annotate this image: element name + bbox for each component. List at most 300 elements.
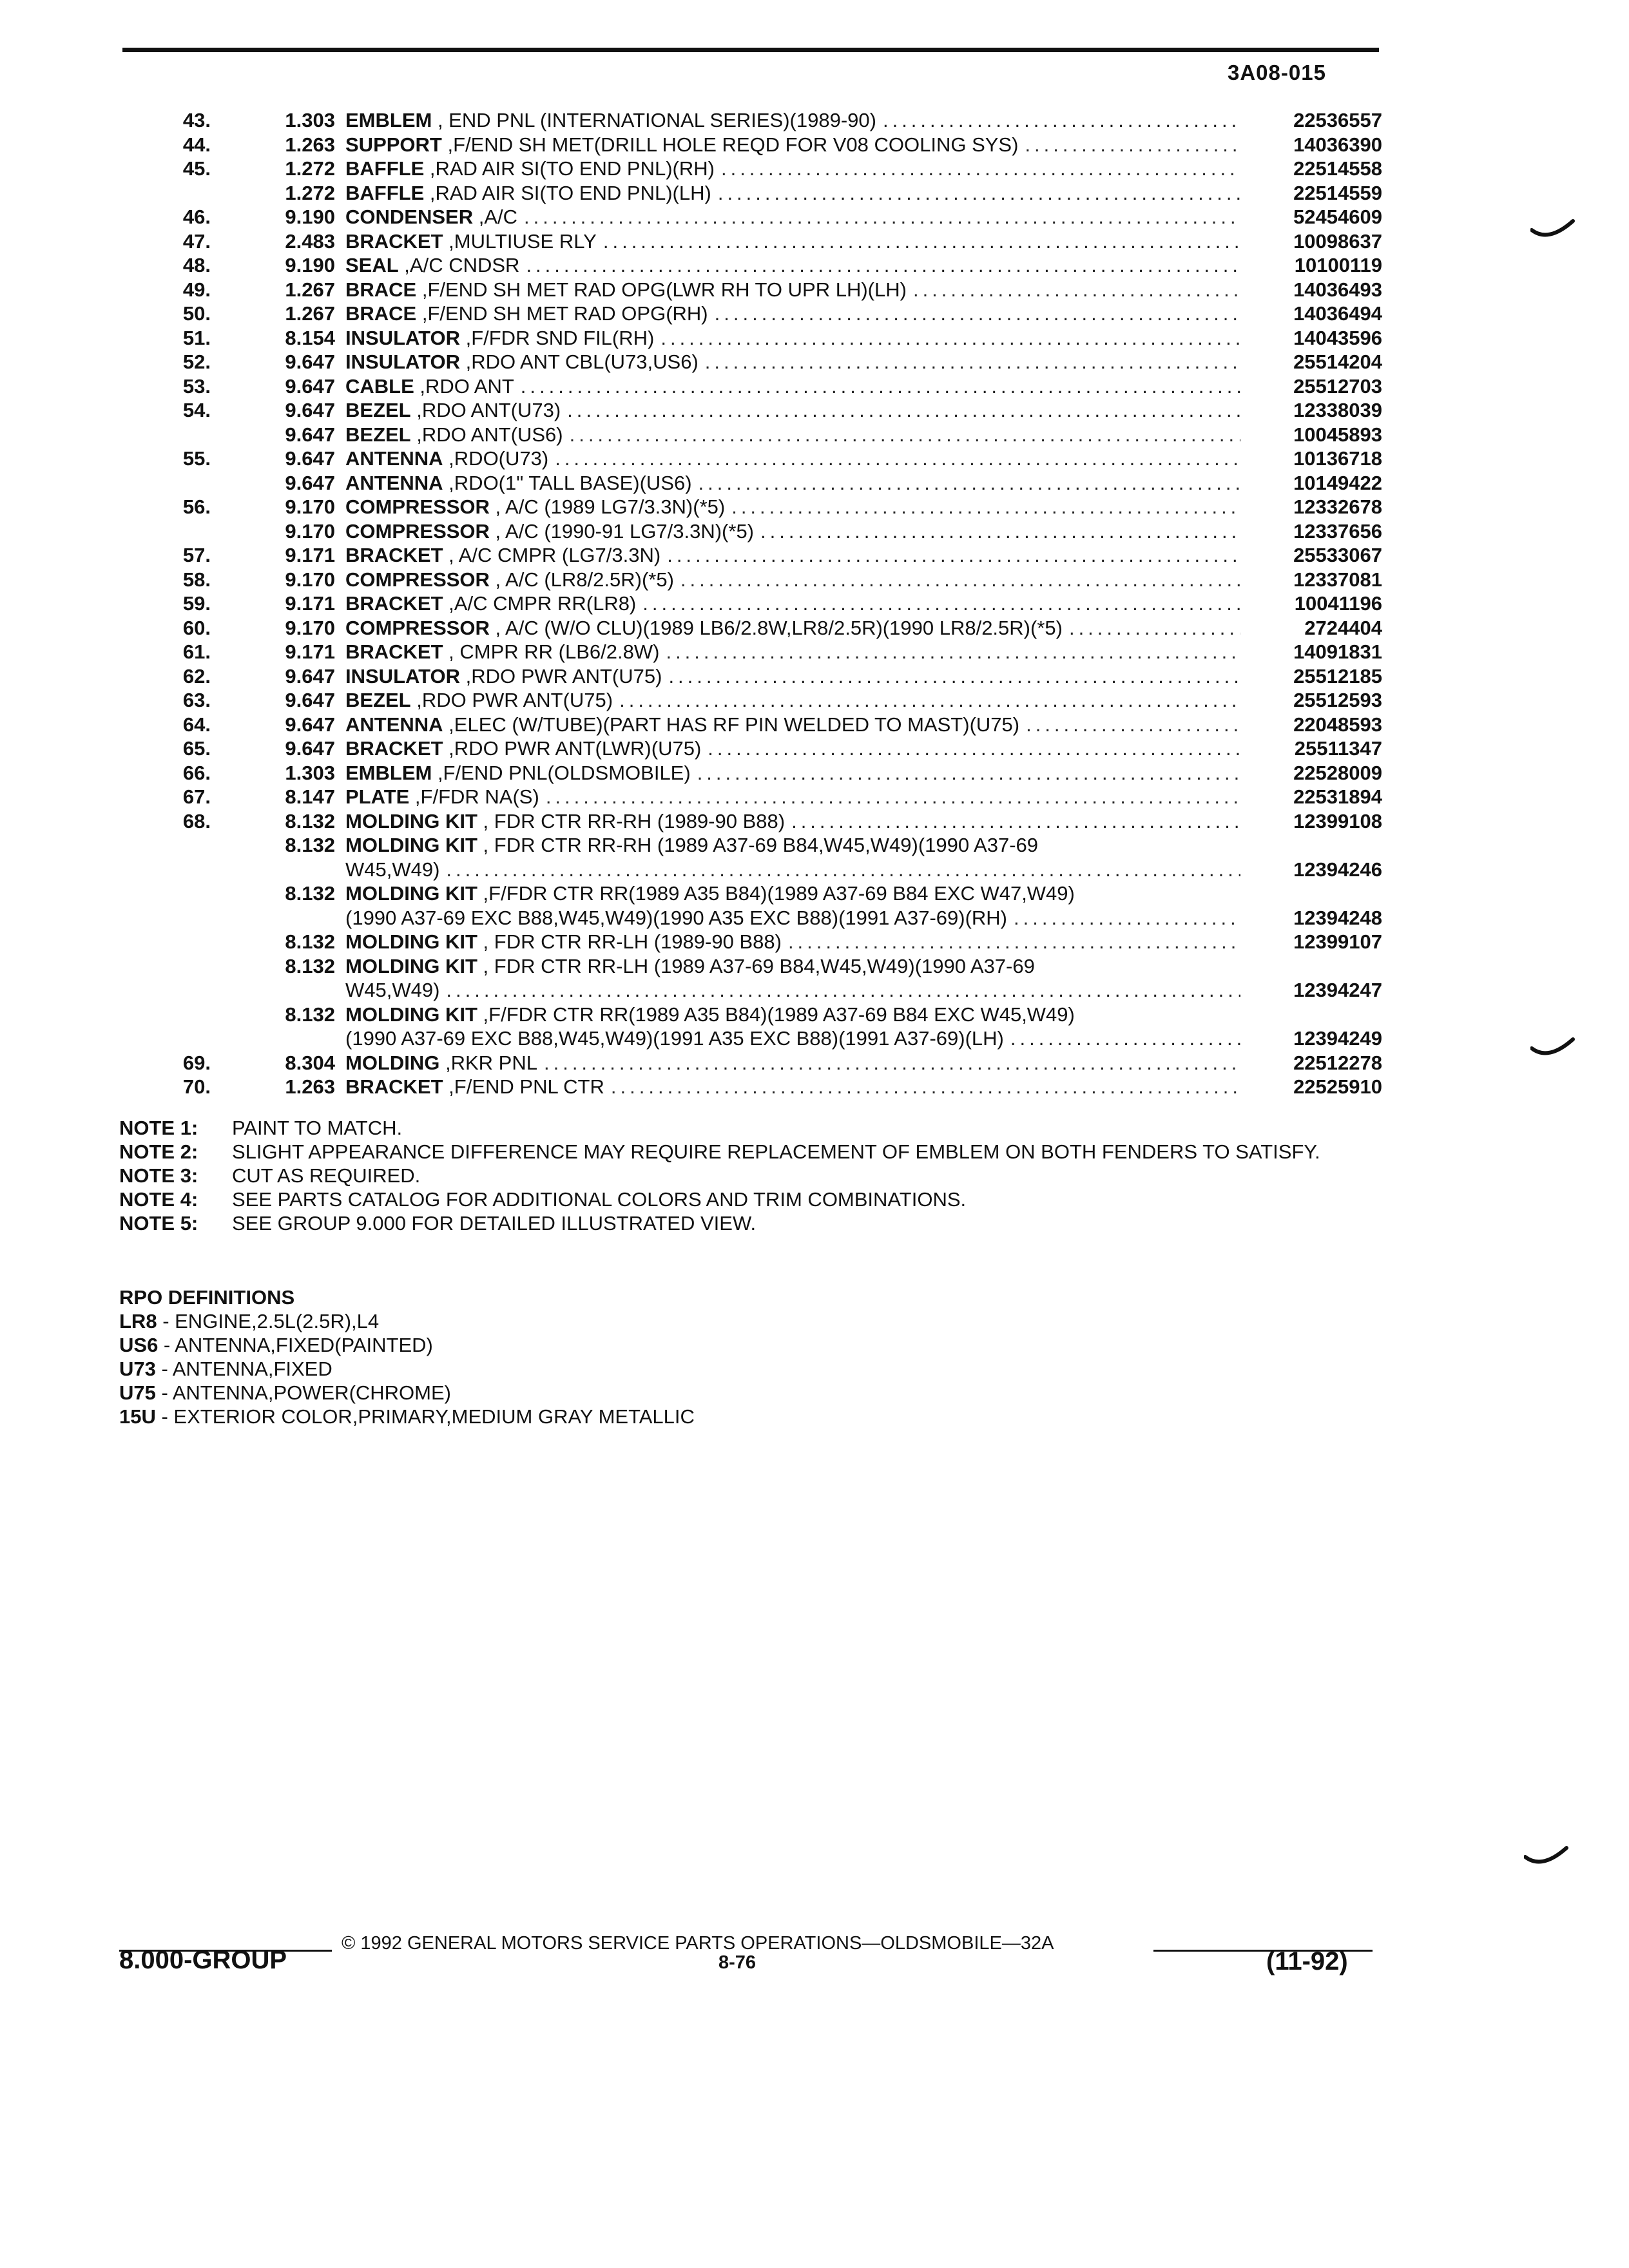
part-detail: , A/C (1990-91 LG7/3.3N)(*5)	[489, 519, 755, 543]
item-number: 45.	[182, 157, 211, 180]
part-detail: ,MULTIUSE RLY	[443, 229, 597, 253]
part-name: MOLDING	[345, 1051, 440, 1074]
leader-dots	[567, 398, 1240, 423]
leader-dots	[913, 278, 1240, 302]
description-text	[345, 954, 1035, 979]
rpo-list	[119, 1309, 695, 1428]
part-number: 14036494	[1293, 302, 1382, 325]
part-number: 22525910	[1293, 1075, 1382, 1098]
description-text	[345, 881, 1075, 906]
group-number: 8.154	[285, 326, 335, 349]
description-text	[345, 713, 1019, 737]
part-number: 12337081	[1293, 568, 1382, 591]
part-number: 25533067	[1293, 544, 1382, 566]
part-number: 25512703	[1293, 374, 1382, 398]
part-name: EMBLEM	[345, 761, 432, 784]
note-label: NOTE 4:	[119, 1188, 198, 1211]
description-line	[345, 664, 1247, 689]
item-number: 66.	[182, 761, 211, 784]
part-description	[335, 616, 1247, 640]
part-description	[335, 543, 1247, 568]
group-number: 9.170	[285, 616, 335, 639]
leader-dots	[446, 858, 1240, 882]
note-row	[119, 1140, 1382, 1164]
item-number: 64.	[182, 713, 211, 736]
part-name: BRACKET	[345, 592, 443, 615]
part-number: 2724404	[1304, 616, 1382, 639]
part-row	[122, 423, 1382, 447]
part-row	[122, 833, 1382, 881]
note-label: NOTE 2:	[119, 1140, 198, 1163]
part-number: 12332678	[1293, 495, 1382, 518]
item-number: 55.	[182, 447, 211, 470]
part-row	[122, 229, 1382, 254]
part-name: MOLDING KIT	[345, 834, 477, 856]
rpo-item	[119, 1309, 695, 1333]
group-number: 9.190	[285, 206, 335, 228]
description-line	[345, 906, 1247, 930]
part-description	[335, 761, 1247, 785]
description-text	[345, 568, 674, 592]
description-line	[345, 978, 1247, 1003]
part-row	[122, 350, 1382, 374]
description-line	[345, 640, 1247, 664]
group-number: 8.132	[285, 1003, 335, 1026]
description-line	[345, 350, 1247, 374]
leader-dots	[791, 809, 1240, 834]
note-text: SEE PARTS CATALOG FOR ADDITIONAL COLORS AND TRIM COMBINATIONS.	[232, 1188, 967, 1211]
part-detail: ,RDO ANT(U73)	[410, 399, 561, 421]
leader-dots	[680, 568, 1240, 592]
item-number: 49.	[182, 278, 211, 301]
part-detail: , CMPR RR (LB6/2.8W)	[443, 640, 660, 663]
rpo-code: U73	[119, 1358, 156, 1380]
description-text	[345, 761, 691, 785]
description-line	[345, 1026, 1247, 1051]
description-line	[345, 858, 1247, 882]
part-detail: ,RDO ANT	[414, 374, 514, 398]
item-number: 60.	[182, 616, 211, 639]
part-detail: , END PNL (INTERNATIONAL SERIES)(1989-90)	[432, 109, 876, 131]
rpo-description: - ANTENNA,FIXED	[155, 1358, 333, 1380]
note-row	[119, 1187, 1382, 1211]
note-row	[119, 1211, 1382, 1235]
description-text	[345, 398, 561, 423]
part-name: BAFFLE	[345, 157, 425, 180]
leader-dots	[603, 229, 1240, 254]
part-row	[122, 930, 1382, 954]
item-number: 48.	[182, 254, 211, 276]
leader-dots	[642, 591, 1240, 616]
description-line	[345, 543, 1247, 568]
group-number: 1.272	[285, 181, 335, 204]
part-detail: , A/C CMPR (LG7/3.3N)	[443, 544, 661, 566]
rpo-item	[119, 1333, 695, 1357]
part-name: PLATE	[345, 785, 410, 808]
part-description	[335, 713, 1247, 737]
description-text	[345, 591, 636, 616]
description-text	[345, 302, 708, 326]
rpo-code: 15U	[119, 1405, 156, 1428]
description-line	[345, 495, 1247, 519]
part-row	[122, 133, 1382, 157]
rpo-code: U75	[119, 1381, 156, 1404]
leader-dots	[524, 205, 1240, 229]
item-number: 43.	[182, 109, 211, 131]
part-name: COMPRESSOR	[345, 519, 490, 543]
rpo-description: - EXTERIOR COLOR,PRIMARY,MEDIUM GRAY METALLIC	[155, 1405, 695, 1428]
part-detail: , FDR CTR RR-RH (1989-90 B88)	[477, 809, 786, 832]
description-text	[345, 181, 711, 206]
group-number: 1.272	[285, 157, 335, 180]
item-number: 44.	[182, 133, 211, 156]
description-text	[345, 543, 660, 568]
part-number: 10149422	[1293, 471, 1382, 494]
part-detail: ,A/C CNDSR	[398, 254, 520, 276]
group-number: 1.267	[285, 278, 335, 301]
note-text: PAINT TO MATCH.	[232, 1117, 403, 1139]
description-text	[345, 616, 1063, 640]
description-line	[345, 713, 1247, 737]
part-number: 12337656	[1293, 519, 1382, 543]
rpo-description: - ANTENNA,FIXED(PAINTED)	[158, 1334, 433, 1356]
part-row	[122, 326, 1382, 351]
leader-dots	[760, 519, 1240, 544]
part-description	[335, 640, 1247, 664]
part-description	[335, 229, 1247, 254]
rpo-item	[119, 1381, 695, 1405]
description-text	[345, 1003, 1075, 1027]
leader-dots	[1010, 1026, 1240, 1051]
part-name: MOLDING KIT	[345, 954, 477, 977]
leader-dots	[697, 761, 1240, 785]
group-number: 1.303	[285, 109, 335, 131]
rpo-item	[119, 1405, 695, 1428]
part-name: INSULATOR	[345, 351, 460, 373]
description-line	[345, 616, 1247, 640]
part-detail: ,RAD AIR SI(TO END PNL)(RH)	[424, 157, 715, 180]
description-text	[345, 205, 517, 229]
item-number: 51.	[182, 326, 211, 349]
part-number: 10100119	[1294, 254, 1382, 276]
part-description	[335, 108, 1247, 133]
leader-dots	[1025, 133, 1240, 157]
part-detail: ,A/C	[473, 206, 517, 228]
item-number: 59.	[182, 592, 211, 615]
group-number: 8.132	[285, 882, 335, 905]
leader-dots	[883, 108, 1240, 133]
item-number: 53.	[182, 374, 211, 398]
part-row	[122, 543, 1382, 568]
description-line	[345, 423, 1247, 447]
group-number: 9.647	[285, 399, 335, 421]
leader-dots	[708, 736, 1240, 761]
part-description	[335, 1003, 1247, 1051]
part-name: BRACKET	[345, 640, 443, 663]
description-line	[345, 278, 1247, 302]
description-text	[345, 833, 1038, 858]
part-name: BRACKET	[345, 544, 443, 566]
group-number: 1.263	[285, 1075, 335, 1098]
part-description	[335, 1075, 1247, 1099]
part-row	[122, 785, 1382, 809]
item-number: 69.	[182, 1051, 211, 1074]
check-mark-icon	[1530, 216, 1576, 242]
description-text	[345, 1075, 604, 1099]
part-name: INSULATOR	[345, 664, 460, 687]
part-row	[122, 954, 1382, 1003]
part-detail: ,RDO ANT(US6)	[410, 423, 563, 446]
group-number: 8.132	[285, 930, 335, 953]
part-row	[122, 713, 1382, 737]
description-line	[345, 447, 1247, 471]
part-number: 22048593	[1293, 713, 1382, 736]
part-detail: ,F/END PNL CTR	[443, 1075, 604, 1098]
description-line	[345, 205, 1247, 229]
group-number: 9.190	[285, 254, 335, 276]
part-number: 12394246	[1293, 858, 1382, 881]
part-detail: , A/C (W/O CLU)(1989 LB6/2.8W,LR8/2.5R)(1990 LR8/2.5R)(*5)	[489, 616, 1063, 639]
part-row	[122, 568, 1382, 592]
leader-dots	[788, 930, 1240, 954]
description-line	[345, 398, 1247, 423]
notes-section	[119, 1116, 1382, 1235]
description-text	[345, 736, 701, 761]
part-description	[335, 930, 1247, 954]
description-text	[345, 978, 439, 1003]
description-line	[345, 785, 1247, 809]
group-number: 1.303	[285, 761, 335, 784]
note-text: CUT AS REQUIRED.	[232, 1164, 421, 1187]
part-number: 14036493	[1293, 278, 1382, 301]
item-number: 47.	[182, 229, 211, 253]
group-number: 2.483	[285, 229, 335, 253]
part-number: 25512185	[1293, 664, 1382, 687]
part-row	[122, 1075, 1382, 1099]
leader-dots	[1014, 906, 1240, 930]
footer-group: 8.000-GROUP	[119, 1946, 287, 1974]
group-number: 8.132	[285, 809, 335, 832]
part-number: 12394248	[1293, 906, 1382, 929]
rpo-definitions	[119, 1285, 695, 1428]
item-number: 58.	[182, 568, 211, 591]
description-text	[345, 1026, 1004, 1051]
part-row	[122, 688, 1382, 713]
leader-dots	[718, 181, 1240, 206]
note-row	[119, 1116, 1382, 1140]
part-name: BRACKET	[345, 1075, 443, 1098]
part-description	[335, 833, 1247, 881]
part-detail: (1990 A37-69 EXC B88,W45,W49)(1991 A35 EXC B88)(1991 A37-69)(LH)	[345, 1027, 1004, 1050]
part-name: BRACKET	[345, 737, 443, 760]
part-description	[335, 785, 1247, 809]
note-text: SEE GROUP 9.000 FOR DETAILED ILLUSTRATED VIEW.	[232, 1212, 757, 1235]
item-number: 65.	[182, 737, 211, 760]
document-code: 3A08-015	[1228, 61, 1326, 84]
description-text	[345, 664, 662, 689]
part-detail: ,RDO PWR ANT(U75)	[410, 689, 613, 711]
part-description	[335, 253, 1247, 278]
part-row	[122, 374, 1382, 399]
part-name: COMPRESSOR	[345, 495, 490, 518]
part-row	[122, 809, 1382, 834]
group-number: 1.263	[285, 133, 335, 156]
part-name: ANTENNA	[345, 447, 443, 470]
part-detail: ,A/C CMPR RR(LR8)	[443, 592, 637, 615]
part-description	[335, 205, 1247, 229]
leader-dots	[1026, 713, 1240, 737]
part-name: SEAL	[345, 254, 399, 276]
footer-date: (11-92)	[1266, 1947, 1348, 1975]
group-number: 9.647	[285, 374, 335, 398]
leader-dots	[667, 543, 1240, 568]
rpo-code: US6	[119, 1334, 159, 1356]
description-text	[345, 930, 782, 954]
group-number: 9.170	[285, 495, 335, 518]
part-name: MOLDING KIT	[345, 882, 477, 905]
group-number: 8.147	[285, 785, 335, 808]
leader-dots	[715, 302, 1240, 326]
group-number: 8.132	[285, 954, 335, 977]
part-row	[122, 471, 1382, 495]
item-number: 52.	[182, 351, 211, 373]
part-name: BRACE	[345, 302, 417, 325]
group-number: 9.647	[285, 447, 335, 470]
part-detail: W45,W49)	[345, 858, 440, 881]
part-row	[122, 157, 1382, 181]
part-name: MOLDING KIT	[345, 809, 477, 832]
leader-dots	[555, 447, 1240, 471]
group-number: 9.647	[285, 471, 335, 494]
description-text	[345, 253, 519, 278]
note-label: NOTE 1:	[119, 1117, 198, 1139]
description-line	[345, 809, 1247, 834]
part-name: INSULATOR	[345, 326, 460, 349]
part-description	[335, 519, 1247, 544]
parts-list	[122, 108, 1382, 1099]
description-line	[345, 471, 1247, 495]
part-row	[122, 253, 1382, 278]
group-number: 9.647	[285, 423, 335, 446]
rpo-item	[119, 1357, 695, 1381]
description-text	[345, 1051, 537, 1075]
part-description	[335, 181, 1247, 206]
description-line	[345, 1051, 1247, 1075]
part-description	[335, 157, 1247, 181]
part-name: CABLE	[345, 374, 414, 398]
top-rule	[122, 48, 1379, 52]
leader-dots	[446, 978, 1240, 1003]
rpo-description: - ENGINE,2.5L(2.5R),L4	[157, 1310, 380, 1332]
description-line	[345, 833, 1247, 858]
group-number: 9.171	[285, 544, 335, 566]
description-line	[345, 736, 1247, 761]
part-detail: ,F/END SH MET RAD OPG(LWR RH TO UPR LH)(LH)	[416, 278, 907, 301]
part-detail: ,F/FDR NA(S)	[409, 785, 539, 808]
description-text	[345, 374, 514, 399]
part-row	[122, 1051, 1382, 1075]
part-row	[122, 591, 1382, 616]
part-description	[335, 374, 1247, 399]
note-row	[119, 1164, 1382, 1187]
part-number: 14043596	[1293, 326, 1382, 349]
description-text	[345, 858, 439, 882]
part-row	[122, 736, 1382, 761]
part-detail: ,RDO(U73)	[443, 447, 549, 470]
part-name: SUPPORT	[345, 133, 442, 156]
description-line	[345, 326, 1247, 351]
group-number: 8.304	[285, 1051, 335, 1074]
part-row	[122, 640, 1382, 664]
description-line	[345, 108, 1247, 133]
part-detail: ,F/FDR SND FIL(RH)	[459, 326, 655, 349]
part-detail: ,RKR PNL	[439, 1051, 537, 1074]
part-description	[335, 302, 1247, 326]
part-name: BRACKET	[345, 229, 443, 253]
part-row	[122, 205, 1382, 229]
description-line	[345, 374, 1247, 399]
part-number: 12394247	[1293, 979, 1382, 1001]
description-text	[345, 688, 613, 713]
part-number: 22514558	[1293, 157, 1382, 180]
part-name: BRACE	[345, 278, 417, 301]
part-row	[122, 278, 1382, 302]
part-row	[122, 664, 1382, 689]
part-description	[335, 736, 1247, 761]
part-row	[122, 761, 1382, 785]
item-number: 54.	[182, 399, 211, 421]
part-name: ANTENNA	[345, 713, 443, 736]
part-description	[335, 688, 1247, 713]
part-detail: ,RDO(1" TALL BASE)(US6)	[443, 471, 692, 494]
description-text	[345, 423, 563, 447]
part-number: 22512278	[1293, 1051, 1382, 1074]
leader-dots	[721, 157, 1240, 181]
part-detail: ,RDO ANT CBL(U73,US6)	[459, 351, 699, 373]
part-number: 52454609	[1293, 206, 1382, 228]
part-row	[122, 495, 1382, 519]
group-number: 9.170	[285, 568, 335, 591]
group-number: 9.170	[285, 519, 335, 543]
part-detail: , FDR CTR RR-RH (1989 A37-69 B84,W45,W49)(1990 A37-69	[477, 834, 1038, 856]
item-number: 63.	[182, 689, 211, 711]
part-number: 10098637	[1293, 229, 1382, 253]
part-detail: ,F/FDR CTR RR(1989 A35 B84)(1989 A37-69 B84 EXC W47,W49)	[477, 882, 1075, 905]
leader-dots	[521, 374, 1240, 399]
leader-dots	[666, 640, 1240, 664]
item-number: 68.	[182, 809, 211, 832]
leader-dots	[619, 688, 1240, 713]
description-line	[345, 688, 1247, 713]
description-line	[345, 519, 1247, 544]
part-description	[335, 133, 1247, 157]
leader-dots	[544, 1051, 1240, 1075]
part-number: 22531894	[1293, 785, 1382, 808]
description-text	[345, 906, 1007, 930]
description-line	[345, 1003, 1247, 1027]
part-row	[122, 881, 1382, 930]
part-description	[335, 881, 1247, 930]
leader-dots	[699, 471, 1240, 495]
part-row	[122, 108, 1382, 133]
part-detail: ,RDO PWR ANT(U75)	[459, 664, 662, 687]
part-row	[122, 616, 1382, 640]
rpo-description: - ANTENNA,POWER(CHROME)	[155, 1381, 451, 1404]
part-name: ANTENNA	[345, 471, 443, 494]
part-number: 14091831	[1293, 640, 1382, 663]
description-line	[345, 761, 1247, 785]
group-number: 9.171	[285, 592, 335, 615]
